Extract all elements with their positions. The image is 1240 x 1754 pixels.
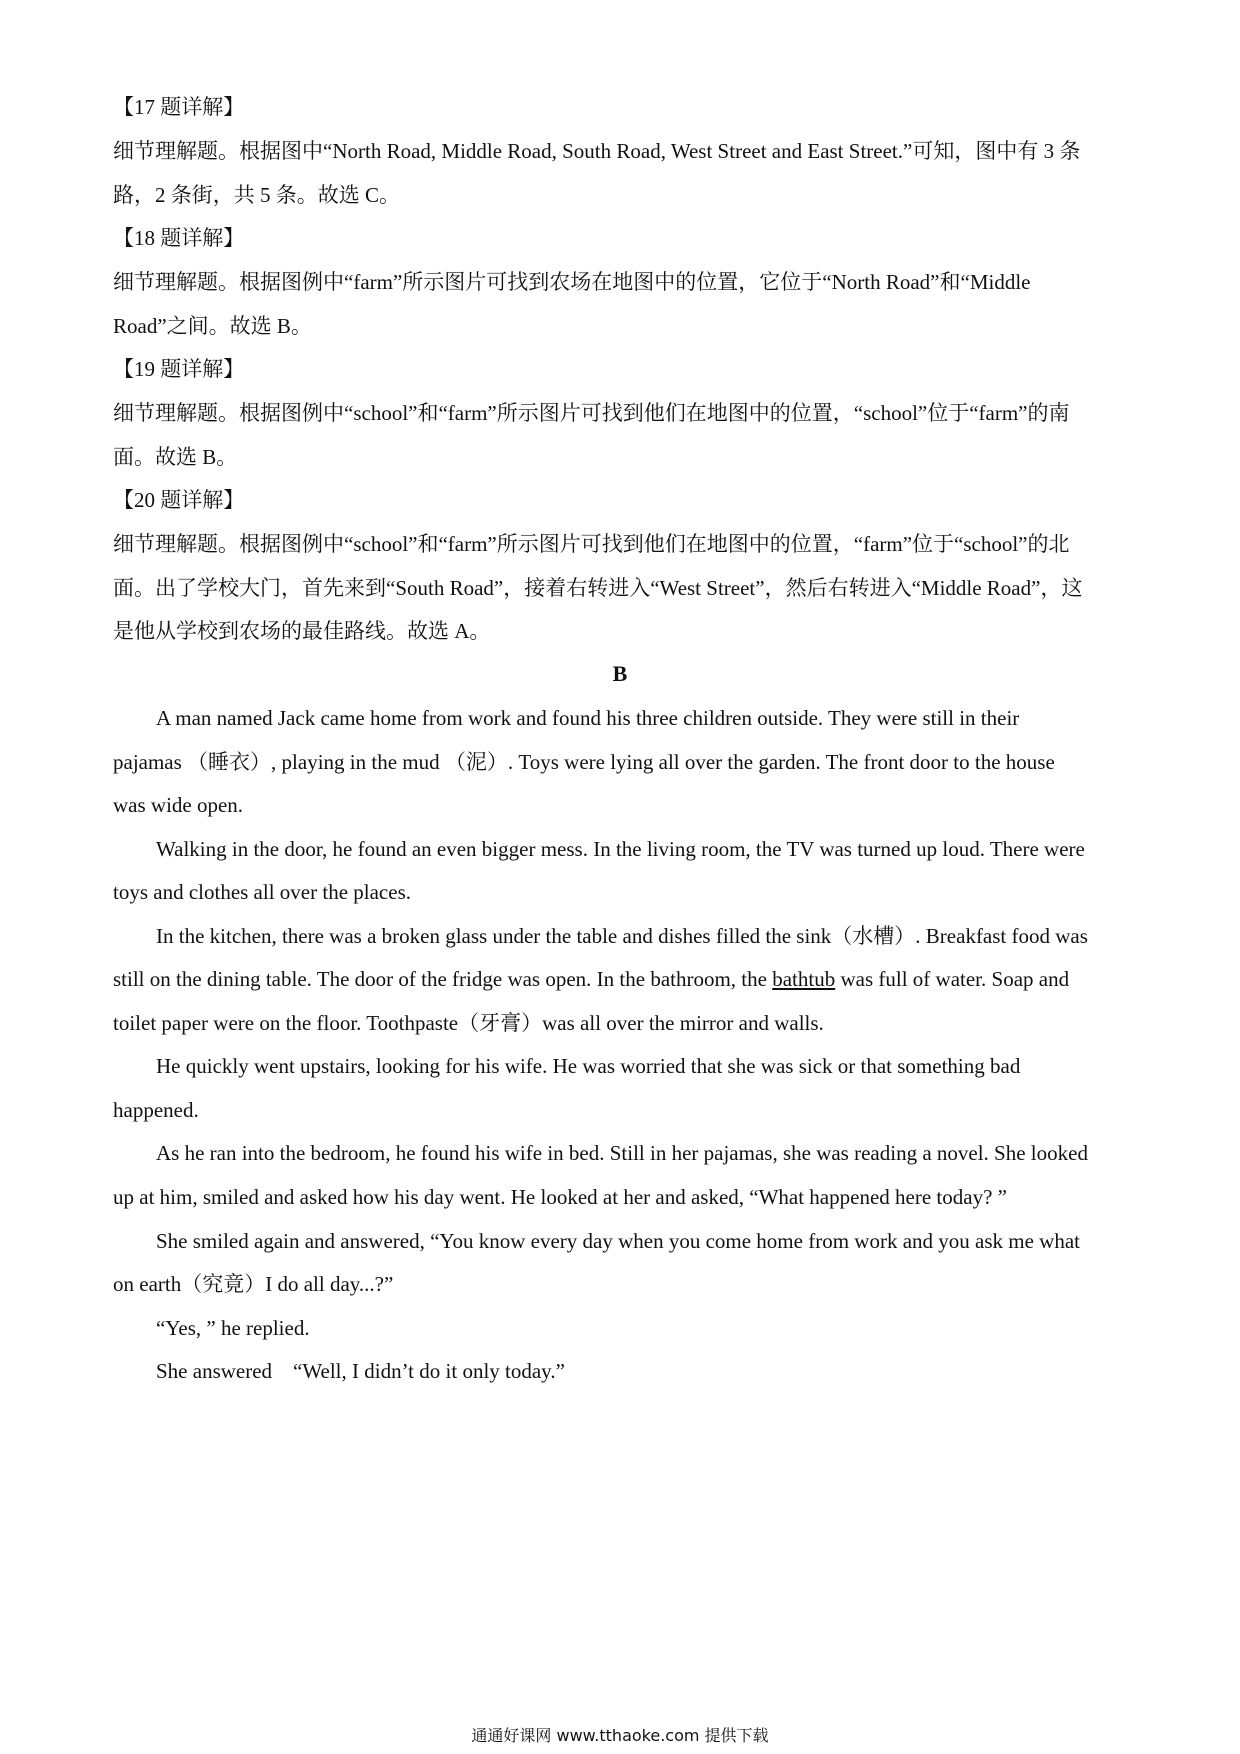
passage-p3-line-2-before: still on the dining table. The door of the fridge was open. In the bathroom, the — [113, 967, 773, 991]
passage-p5-line-1: As he ran into the bedroom, he found his wife in bed. Still in her pajamas, she was reading a novel. She looked — [156, 1141, 1088, 1165]
passage-p3-line-2 — [113, 965, 1133, 993]
explanation-20-heading: 【20 题详解】 — [113, 488, 245, 512]
passage-p4-line-1: He quickly went upstairs, looking for his wife. He was worried that she was sick or that something bad — [156, 1054, 1021, 1078]
explanation-20-line-1: 细节理解题。根据图例中“school”和“farm”所示图片可找到他们在地图中的位置，“farm”位于“school”的北 — [113, 532, 1070, 556]
passage-p6-line-1: She smiled again and answered, “You know every day when you come home from work and you ask me what — [156, 1229, 1080, 1253]
passage-p1-line-1: A man named Jack came home from work and found his three children outside. They were still in their — [156, 706, 1020, 730]
passage-p3-line-2-after: was full of water. Soap and — [835, 967, 1070, 991]
passage-p7: “Yes, ” he replied. — [156, 1316, 310, 1340]
page-footer: 通通好课网 www.tthaoke.com 提供下载 — [471, 1726, 769, 1745]
explanation-17-line-1: 细节理解题。根据图中“North Road, Middle Road, South Road, West Street and East Street.”可知，图中有 3 条 — [113, 139, 1081, 163]
passage-p6-line-2: on earth（究竟）I do all day...?” — [113, 1272, 394, 1296]
passage-p2-line-2: toys and clothes all over the places. — [113, 880, 411, 904]
explanation-17-line-2: 路，2 条街，共 5 条。故选 C。 — [113, 183, 401, 207]
explanation-20-line-2: 面。出了学校大门，首先来到“South Road”，接着右转进入“West Street”，然后右转进入“Middle Road”，这 — [113, 576, 1083, 600]
section-title: B — [612, 661, 628, 686]
underlined-word-bathtub: bathtub — [772, 967, 836, 991]
passage-p1-line-3: was wide open. — [113, 793, 244, 817]
explanation-20-line-3: 是他从学校到农场的最佳路线。故选 A。 — [113, 619, 491, 643]
passage-p5-line-2: up at him, smiled and asked how his day went. He looked at her and asked, “What happened here today? ” — [113, 1185, 1007, 1209]
passage-p3-line-1: In the kitchen, there was a broken glass under the table and dishes filled the sink（水槽）. Breakfast food was — [156, 924, 1088, 948]
explanation-19-line-1: 细节理解题。根据图例中“school”和“farm”所示图片可找到他们在地图中的位置，“school”位于“farm”的南 — [113, 401, 1070, 425]
passage-p4-line-2: happened. — [113, 1098, 199, 1122]
explanation-18-line-2: Road”之间。故选 B。 — [113, 314, 312, 338]
passage-p8: She answered “Well, I didn’t do it only today.” — [156, 1359, 565, 1383]
passage-p3-line-3: toilet paper were on the floor. Toothpaste（牙膏）was all over the mirror and walls. — [113, 1011, 824, 1035]
explanation-19-line-2: 面。故选 B。 — [113, 445, 238, 469]
explanation-18-line-1: 细节理解题。根据图例中“farm”所示图片可找到农场在地图中的位置，它位于“North Road”和“Middle — [113, 270, 1031, 294]
passage-p1-line-2: pajamas （睡衣）, playing in the mud （泥）. Toys were lying all over the garden. The front door to the house — [113, 750, 1055, 774]
explanation-17-heading: 【17 题详解】 — [113, 95, 245, 119]
explanation-18-heading: 【18 题详解】 — [113, 226, 245, 250]
explanation-19-heading: 【19 题详解】 — [113, 357, 245, 381]
passage-p2-line-1: Walking in the door, he found an even bigger mess. In the living room, the TV was turned up loud. There were — [156, 837, 1085, 861]
